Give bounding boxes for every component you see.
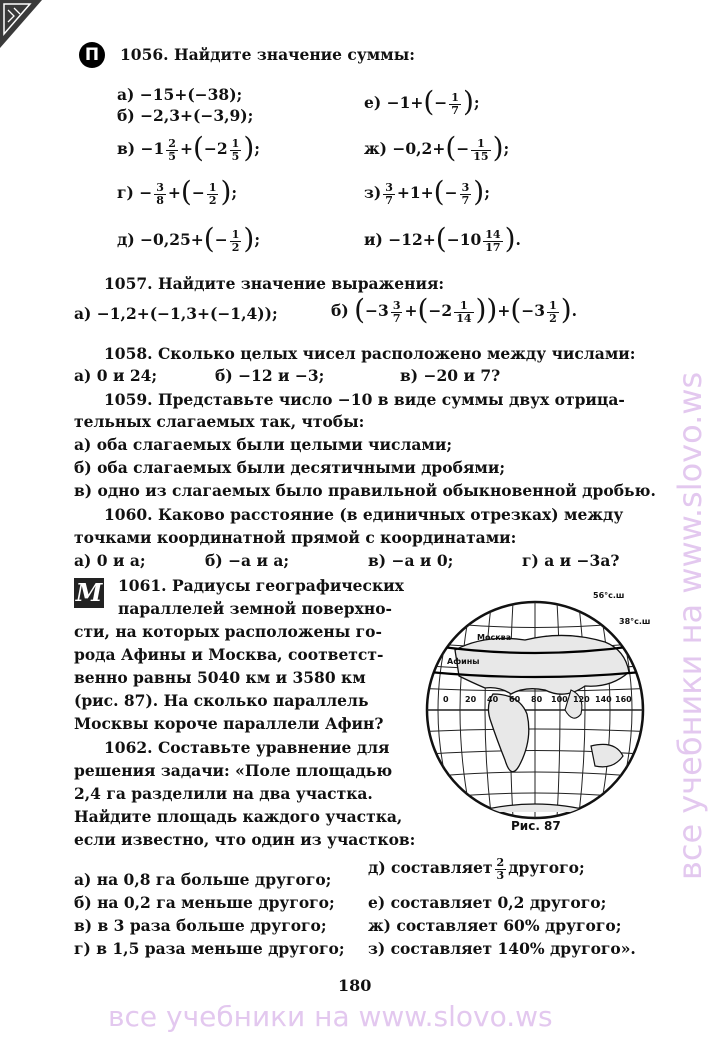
exercise-1061-line1: параллелей земной поверхно- xyxy=(118,599,392,618)
exercise-1062-line0: 1062. Составьте уравнение для xyxy=(104,738,390,757)
item-1060-b: б) −a и a; xyxy=(205,551,290,570)
item-1062-a: а) на 0,8 га больше другого; xyxy=(74,870,332,889)
item-1060-v: в) −a и 0; xyxy=(368,551,454,570)
fraction: $\frac{3}{7}$ xyxy=(385,180,393,207)
item-1062-g: г) в 1,5 раза меньше другого; xyxy=(74,939,345,958)
item-1060-g: г) a и −3a? xyxy=(522,551,620,570)
fraction: $\frac{1}{5}$ xyxy=(231,136,240,163)
term: в) −1 xyxy=(117,139,165,158)
item-1062-v: в) в 3 раза больше другого; xyxy=(74,916,327,935)
item-1059-v: в) одно из слагаемых было правильной обыкновенной дробью. xyxy=(74,481,656,500)
fraction: $\frac{1}{2}$ xyxy=(549,298,557,325)
fraction: $\frac{3}{7}$ xyxy=(461,180,470,207)
exercise-title: Найдите значение суммы: xyxy=(173,45,415,64)
exercise-1062-line2: 2,4 га разделили на два участка. xyxy=(74,784,373,803)
fraction: $\frac{14}{17}$ xyxy=(485,227,501,254)
item-1059-a: а) оба слагаемых были целыми числами; xyxy=(74,435,453,454)
exercise-1060-line1: 1060. Каково расстояние (в единичных отрезках) между xyxy=(104,505,624,524)
meridian-label: 100 xyxy=(551,695,568,704)
item-1056-e: е) −1+(− $\frac{1}{7}$ ); xyxy=(364,85,480,118)
item-1056-d: д) −0,25+(− $\frac{1}{2}$ ); xyxy=(117,222,261,255)
meridian-label: 80 xyxy=(531,695,543,704)
exercise-1061-line6: Москвы короче параллели Афин? xyxy=(74,714,384,733)
item-1059-b: б) оба слагаемых были десятичными дробями; xyxy=(74,458,506,477)
fraction: $\frac{2}{5}$ xyxy=(168,136,176,163)
item-1062-z: з) составляет 140% другого». xyxy=(368,939,636,958)
item-1058-a: а) 0 и 24; xyxy=(74,366,158,385)
exercise-title: Найдите значение выражения: xyxy=(157,274,445,293)
fraction: $\frac{2}{3}$ xyxy=(496,856,505,882)
item-1056-i: и) −12+(−10 $\frac{14}{17}$ ). xyxy=(364,222,521,255)
exercise-1057-heading xyxy=(104,276,444,292)
item-1062-zh: ж) составляет 60% другого; xyxy=(368,916,622,935)
exercise-number: 1057. xyxy=(104,274,153,293)
exercise-1058: 1058. Сколько целых чисел расположено между числами: xyxy=(104,344,636,363)
item-1056-g: г) − $\frac{3}{8}$ +(− $\frac{1}{2}$ ); xyxy=(117,175,238,208)
bottom-watermark: все учебники на www.slovo.ws xyxy=(108,1000,553,1033)
globe-figure xyxy=(415,590,655,833)
item-1062-d: д) составляет $\frac{2}{3}$ другого; xyxy=(368,856,585,882)
item-1056-z: з) $\frac{3}{7}$ +1+(− $\frac{3}{7}$ ); xyxy=(364,175,490,208)
item-1057-a: а) −1,2+(−1,3+(−1,4)); xyxy=(74,304,278,323)
fraction: $\frac{3}{7}$ xyxy=(392,298,401,325)
lat-moscow-label: 56°с.ш xyxy=(593,591,625,600)
item-1058-b: б) −12 и −3; xyxy=(215,366,325,385)
meridian-label: 40 xyxy=(487,695,499,704)
exercise-1060-line2: точками координатной прямой с координатами: xyxy=(74,528,517,547)
exercise-1059-line1: 1059. Представьте число −10 в виде суммы двух отрица- xyxy=(104,390,625,409)
corner-ornament xyxy=(0,0,42,48)
meridian-label: 120 xyxy=(573,695,590,704)
meridian-label: 140 xyxy=(595,695,612,704)
meridian-label: 0 xyxy=(443,695,449,704)
exercise-1061-line0: 1061. Радиусы географических xyxy=(118,576,404,595)
fraction: $\frac{1}{7}$ xyxy=(451,90,459,117)
item-1056-b: б) −2,3+(−3,9); xyxy=(117,106,254,125)
exercise-1056-heading xyxy=(120,47,415,63)
page-number: 180 xyxy=(338,976,372,995)
item-1058-v: в) −20 и 7? xyxy=(400,366,501,385)
exercise-1061-line4: венно равны 5040 км и 3580 км xyxy=(74,668,366,687)
item-1060-a: а) 0 и a; xyxy=(74,551,146,570)
badge-p-icon: П xyxy=(79,42,105,68)
lat-athens-label: 38°с.ш xyxy=(619,617,651,626)
item-1056-zh: ж) −0,2+(− $\frac{1}{15}$ ); xyxy=(364,131,510,164)
item-1056-a: а) −15+(−38); xyxy=(117,85,243,104)
fraction: $\frac{1}{2}$ xyxy=(231,227,240,254)
exercise-1059-line2: тельных слагаемых так, чтобы: xyxy=(74,412,365,431)
meridian-label: 20 xyxy=(465,695,477,704)
exercise-number: 1056. xyxy=(120,45,169,64)
exercise-1062-line3: Найдите площадь каждого участка, xyxy=(74,807,403,826)
badge-m-icon: M xyxy=(75,578,103,607)
item-1062-b: б) на 0,2 га меньше другого; xyxy=(74,893,335,912)
moscow-label: Москва xyxy=(477,633,512,642)
fraction: $\frac{1}{2}$ xyxy=(208,180,217,207)
fraction: $\frac{1}{14}$ xyxy=(456,298,472,325)
meridian-label: 60 xyxy=(509,695,521,704)
exercise-1062-line4: если известно, что один из участков: xyxy=(74,830,416,849)
side-watermark: все учебники на www.slovo.ws xyxy=(671,371,709,880)
item-1062-e: е) составляет 0,2 другого; xyxy=(368,893,607,912)
meridian-label: 160 xyxy=(615,695,632,704)
figure-caption: Рис. 87 xyxy=(511,819,561,833)
fraction: $\frac{3}{8}$ xyxy=(156,180,164,207)
exercise-1062-line1: решения задачи: «Поле площадью xyxy=(74,761,393,780)
athens-label: Афины xyxy=(447,657,480,666)
item-1057-b: б) (−3 $\frac{3}{7}$ +(−2 $\frac{1}{14}$ ))+(−3 $\frac{1}{2}$ ). xyxy=(331,293,578,326)
exercise-1061-line3: рода Афины и Москва, соответст- xyxy=(74,645,384,664)
exercise-1061-line2: сти, на которых расположены го- xyxy=(74,622,382,641)
fraction: $\frac{1}{15}$ xyxy=(473,136,489,163)
exercise-1061-line5: (рис. 87). На сколько параллель xyxy=(74,691,369,710)
item-1056-v: в) −1 $\frac{2}{5}$ +(−2 $\frac{1}{5}$ ); xyxy=(117,131,260,164)
